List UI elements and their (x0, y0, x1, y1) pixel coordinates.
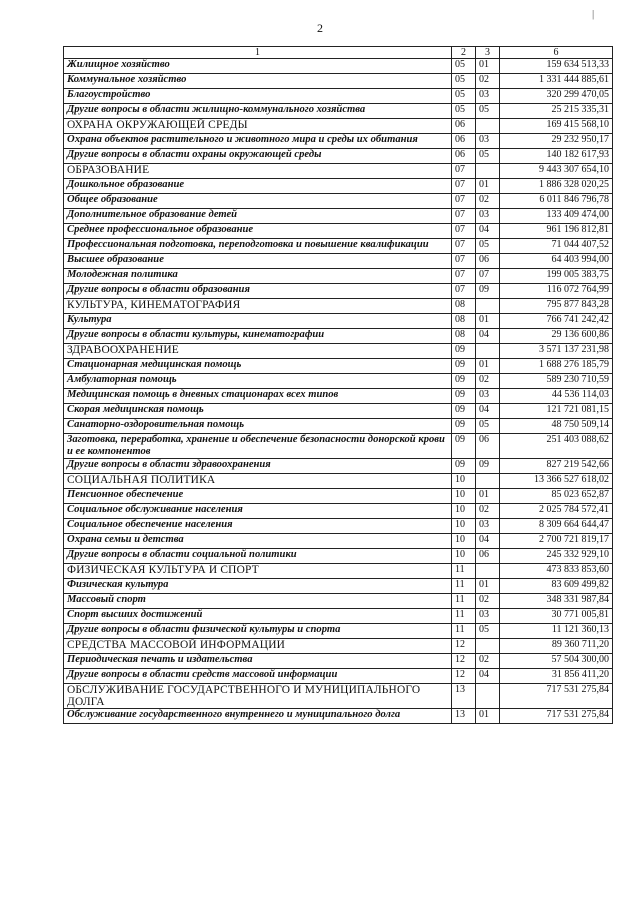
row-section-code: 07 (452, 254, 476, 269)
table-row (64, 194, 613, 209)
row-subsection-code: 02 (476, 504, 500, 519)
row-section-code: 09 (452, 404, 476, 419)
row-amount: 121 721 081,15 (500, 404, 613, 419)
budget-table (63, 46, 613, 724)
row-amount: 48 750 509,14 (500, 419, 613, 434)
row-subsection-code: 05 (476, 419, 500, 434)
row-amount: 2 700 721 819,17 (500, 534, 613, 549)
row-amount: 31 856 411,20 (500, 669, 613, 684)
table-row (64, 164, 613, 179)
row-subsection-code (476, 639, 500, 654)
row-subsection-code: 06 (476, 549, 500, 564)
row-name-cell: ФИЗИЧЕСКАЯ КУЛЬТУРА И СПОРТ (64, 564, 452, 579)
row-section-code: 11 (452, 579, 476, 594)
row-name-cell: КУЛЬТУРА, КИНЕМАТОГРАФИЯ (64, 299, 452, 314)
row-amount: 199 005 383,75 (500, 269, 613, 284)
row-name-cell: Дошкольное образование (64, 179, 452, 194)
row-amount: 1 886 328 020,25 (500, 179, 613, 194)
row-name-cell: Жилищное хозяйство (64, 59, 452, 74)
row-subsection-code: 01 (476, 59, 500, 74)
row-section-code: 10 (452, 474, 476, 489)
table-row (64, 104, 613, 119)
table-row (64, 404, 613, 419)
table-row (64, 179, 613, 194)
row-subsection-code: 02 (476, 194, 500, 209)
row-name-cell: Дополнительное образование детей (64, 209, 452, 224)
row-name-cell: Другие вопросы в области средств массовой информации (64, 669, 452, 684)
row-amount: 133 409 474,00 (500, 209, 613, 224)
table-row (64, 684, 613, 709)
header-col-section: 2 (452, 47, 476, 59)
row-section-code: 06 (452, 134, 476, 149)
row-section-code: 10 (452, 549, 476, 564)
row-name-cell: Охрана семьи и детства (64, 534, 452, 549)
row-amount: 169 415 568,10 (500, 119, 613, 134)
row-section-code: 05 (452, 89, 476, 104)
row-section-code: 11 (452, 609, 476, 624)
row-subsection-code: 01 (476, 489, 500, 504)
table-row (64, 564, 613, 579)
header-col-subsection: 3 (476, 47, 500, 59)
row-amount: 717 531 275,84 (500, 709, 613, 724)
row-subsection-code: 04 (476, 669, 500, 684)
row-name-cell: Охрана объектов растительного и животного мира и среды их обитания (64, 134, 452, 149)
row-subsection-code: 04 (476, 224, 500, 239)
row-amount: 9 443 307 654,10 (500, 164, 613, 179)
table-row (64, 434, 613, 459)
row-amount: 64 403 994,00 (500, 254, 613, 269)
row-name-cell: Другие вопросы в области здравоохранения (64, 459, 452, 474)
row-section-code: 12 (452, 639, 476, 654)
row-section-code: 06 (452, 119, 476, 134)
row-name-cell: СОЦИАЛЬНАЯ ПОЛИТИКА (64, 474, 452, 489)
row-name-cell: Физическая культура (64, 579, 452, 594)
row-amount: 473 833 853,60 (500, 564, 613, 579)
row-subsection-code: 02 (476, 374, 500, 389)
row-subsection-code: 01 (476, 359, 500, 374)
row-name-cell: ОБРАЗОВАНИЕ (64, 164, 452, 179)
row-subsection-code (476, 344, 500, 359)
row-subsection-code: 05 (476, 624, 500, 639)
row-subsection-code: 04 (476, 404, 500, 419)
row-amount: 961 196 812,81 (500, 224, 613, 239)
row-name-cell: Амбулаторная помощь (64, 374, 452, 389)
row-subsection-code: 02 (476, 654, 500, 669)
row-amount: 71 044 407,52 (500, 239, 613, 254)
row-subsection-code: 06 (476, 254, 500, 269)
row-subsection-code (476, 299, 500, 314)
row-name-cell: Другие вопросы в области физической культуры и спорта (64, 624, 452, 639)
table-row (64, 534, 613, 549)
page-number: 2 (317, 21, 323, 35)
row-name-cell: Периодическая печать и издательства (64, 654, 452, 669)
row-name-cell: Среднее профессиональное образование (64, 224, 452, 239)
row-subsection-code (476, 474, 500, 489)
row-amount: 44 536 114,03 (500, 389, 613, 404)
row-amount: 1 688 276 185,79 (500, 359, 613, 374)
row-name-cell: Общее образование (64, 194, 452, 209)
row-name-cell: ЗДРАВООХРАНЕНИЕ (64, 344, 452, 359)
row-name-cell: Заготовка, переработка, хранение и обеспечение безопасности донорской крови и ее компонентов (64, 434, 452, 459)
row-name-cell: ОХРАНА ОКРУЖАЮЩЕЙ СРЕДЫ (64, 119, 452, 134)
table-row (64, 89, 613, 104)
row-section-code: 07 (452, 179, 476, 194)
row-subsection-code: 05 (476, 149, 500, 164)
table-row (64, 149, 613, 164)
table-row (64, 519, 613, 534)
row-subsection-code: 09 (476, 459, 500, 474)
row-amount: 3 571 137 231,98 (500, 344, 613, 359)
table-row (64, 74, 613, 89)
row-amount: 320 299 470,05 (500, 89, 613, 104)
row-subsection-code: 04 (476, 534, 500, 549)
row-amount: 85 023 652,87 (500, 489, 613, 504)
row-name-cell: Социальное обслуживание населения (64, 504, 452, 519)
table-row (64, 209, 613, 224)
row-subsection-code: 05 (476, 104, 500, 119)
row-section-code: 12 (452, 669, 476, 684)
row-amount: 89 360 711,20 (500, 639, 613, 654)
row-subsection-code: 01 (476, 179, 500, 194)
row-name-cell: СРЕДСТВА МАССОВОЙ ИНФОРМАЦИИ (64, 639, 452, 654)
row-amount: 6 011 846 796,78 (500, 194, 613, 209)
table-row (64, 119, 613, 134)
table-row (64, 314, 613, 329)
row-name-cell: Санаторно-оздоровительная помощь (64, 419, 452, 434)
row-section-code: 09 (452, 434, 476, 459)
row-section-code: 09 (452, 389, 476, 404)
row-name-cell: Другие вопросы в области жилищно-коммунального хозяйства (64, 104, 452, 119)
row-amount: 29 232 950,17 (500, 134, 613, 149)
row-amount: 8 309 664 644,47 (500, 519, 613, 534)
row-subsection-code: 01 (476, 709, 500, 724)
table-row (64, 639, 613, 654)
row-section-code: 09 (452, 359, 476, 374)
row-subsection-code: 02 (476, 594, 500, 609)
corner-mark: | (592, 8, 595, 20)
table-row (64, 594, 613, 609)
row-section-code: 11 (452, 594, 476, 609)
table-row (64, 474, 613, 489)
row-name-cell: Социальное обеспечение населения (64, 519, 452, 534)
row-amount: 57 504 300,00 (500, 654, 613, 669)
row-amount: 589 230 710,59 (500, 374, 613, 389)
row-section-code: 10 (452, 504, 476, 519)
table-row (64, 549, 613, 564)
row-name-cell: Коммунальное хозяйство (64, 74, 452, 89)
row-subsection-code: 03 (476, 89, 500, 104)
table-row (64, 269, 613, 284)
row-name-cell: Скорая медицинская помощь (64, 404, 452, 419)
row-section-code: 13 (452, 684, 476, 709)
table-row (64, 389, 613, 404)
row-subsection-code (476, 564, 500, 579)
row-subsection-code: 03 (476, 134, 500, 149)
row-amount: 13 366 527 618,02 (500, 474, 613, 489)
row-name-cell: Профессиональная подготовка, переподготовка и повышение квалификации (64, 239, 452, 254)
row-section-code: 09 (452, 459, 476, 474)
row-subsection-code: 01 (476, 314, 500, 329)
row-amount: 116 072 764,99 (500, 284, 613, 299)
table-row (64, 329, 613, 344)
row-subsection-code: 09 (476, 284, 500, 299)
row-amount: 717 531 275,84 (500, 684, 613, 709)
row-subsection-code: 02 (476, 74, 500, 89)
row-amount: 11 121 360,13 (500, 624, 613, 639)
table-row (64, 489, 613, 504)
table-row (64, 239, 613, 254)
row-amount: 766 741 242,42 (500, 314, 613, 329)
row-subsection-code: 03 (476, 389, 500, 404)
row-section-code: 10 (452, 519, 476, 534)
row-name-cell: Стационарная медицинская помощь (64, 359, 452, 374)
row-section-code: 08 (452, 314, 476, 329)
table-row (64, 374, 613, 389)
row-name-cell: Другие вопросы в области охраны окружающей среды (64, 149, 452, 164)
row-name-cell: Другие вопросы в области культуры, кинематографии (64, 329, 452, 344)
row-name-cell: Высшее образование (64, 254, 452, 269)
row-section-code: 10 (452, 534, 476, 549)
table-row (64, 419, 613, 434)
row-section-code: 13 (452, 709, 476, 724)
row-section-code: 09 (452, 374, 476, 389)
row-subsection-code: 03 (476, 519, 500, 534)
row-amount: 827 219 542,66 (500, 459, 613, 474)
row-amount: 25 215 335,31 (500, 104, 613, 119)
row-section-code: 07 (452, 239, 476, 254)
header-row (64, 47, 613, 59)
table-row (64, 624, 613, 639)
table-row (64, 654, 613, 669)
row-name-cell: Массовый спорт (64, 594, 452, 609)
table-body (64, 59, 613, 724)
table-row (64, 669, 613, 684)
row-subsection-code: 04 (476, 329, 500, 344)
table-row (64, 254, 613, 269)
row-section-code: 09 (452, 344, 476, 359)
row-amount: 2 025 784 572,41 (500, 504, 613, 519)
row-section-code: 07 (452, 194, 476, 209)
row-amount: 348 331 987,84 (500, 594, 613, 609)
row-subsection-code: 05 (476, 239, 500, 254)
row-amount: 251 403 088,62 (500, 434, 613, 459)
table-row (64, 609, 613, 624)
row-subsection-code: 03 (476, 609, 500, 624)
row-subsection-code (476, 119, 500, 134)
row-section-code: 09 (452, 419, 476, 434)
row-subsection-code: 06 (476, 434, 500, 459)
header-col-name: 1 (64, 47, 452, 59)
table-row (64, 284, 613, 299)
row-section-code: 11 (452, 564, 476, 579)
table-row (64, 579, 613, 594)
row-amount: 245 332 929,10 (500, 549, 613, 564)
row-subsection-code: 03 (476, 209, 500, 224)
row-amount: 795 877 843,28 (500, 299, 613, 314)
row-amount: 1 331 444 885,61 (500, 74, 613, 89)
row-section-code: 07 (452, 209, 476, 224)
row-name-cell: Культура (64, 314, 452, 329)
row-section-code: 07 (452, 284, 476, 299)
row-section-code: 08 (452, 329, 476, 344)
header-col-amount: 6 (500, 47, 613, 59)
row-name-cell: Другие вопросы в области образования (64, 284, 452, 299)
table-row (64, 59, 613, 74)
row-name-cell: Медицинская помощь в дневных стационарах всех типов (64, 389, 452, 404)
row-section-code: 07 (452, 224, 476, 239)
row-section-code: 06 (452, 149, 476, 164)
row-amount: 83 609 499,82 (500, 579, 613, 594)
row-name-cell: Благоустройство (64, 89, 452, 104)
row-section-code: 05 (452, 104, 476, 119)
row-subsection-code (476, 684, 500, 709)
row-name-cell: Спорт высших достижений (64, 609, 452, 624)
row-name-cell: Молодежная политика (64, 269, 452, 284)
table-row (64, 459, 613, 474)
row-amount: 30 771 005,81 (500, 609, 613, 624)
table-row (64, 134, 613, 149)
row-section-code: 11 (452, 624, 476, 639)
row-section-code: 05 (452, 59, 476, 74)
row-name-cell: ОБСЛУЖИВАНИЕ ГОСУДАРСТВЕННОГО И МУНИЦИПАЛЬНОГО ДОЛГА (64, 684, 452, 709)
table-row (64, 359, 613, 374)
table-row (64, 344, 613, 359)
row-subsection-code: 01 (476, 579, 500, 594)
row-section-code: 07 (452, 164, 476, 179)
row-name-cell: Пенсионное обеспечение (64, 489, 452, 504)
row-section-code: 05 (452, 74, 476, 89)
row-name-cell: Другие вопросы в области социальной политики (64, 549, 452, 564)
row-name-cell: Обслуживание государственного внутреннего и муниципального долга (64, 709, 452, 724)
row-amount: 159 634 513,33 (500, 59, 613, 74)
row-subsection-code (476, 164, 500, 179)
row-section-code: 12 (452, 654, 476, 669)
row-subsection-code: 07 (476, 269, 500, 284)
row-amount: 29 136 600,86 (500, 329, 613, 344)
table-row (64, 299, 613, 314)
table-row (64, 709, 613, 724)
row-section-code: 08 (452, 299, 476, 314)
row-amount: 140 182 617,93 (500, 149, 613, 164)
row-section-code: 10 (452, 489, 476, 504)
table-row (64, 224, 613, 239)
table-row (64, 504, 613, 519)
row-section-code: 07 (452, 269, 476, 284)
